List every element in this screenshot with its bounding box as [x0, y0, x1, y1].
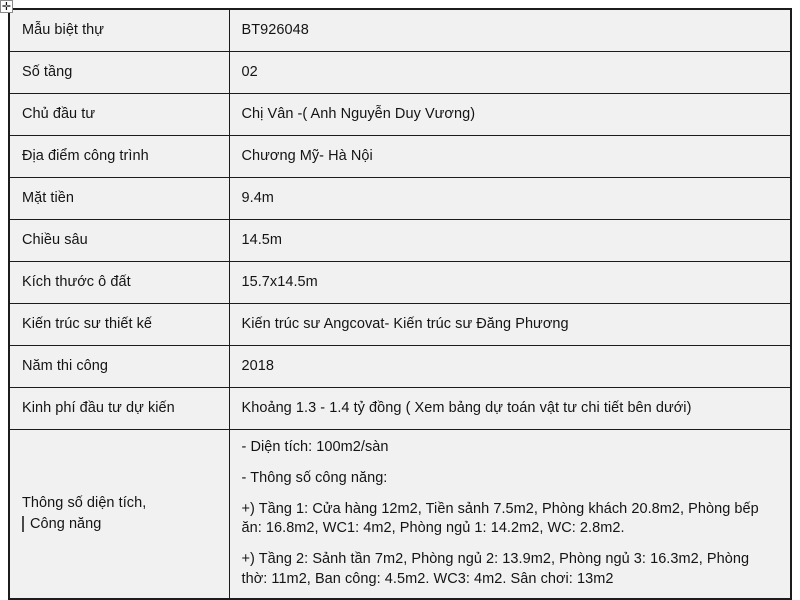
spec-table-container: [8, 8, 790, 594]
row-label-so-tang: Số tầng: [9, 51, 229, 93]
row-value-chieu-sau: 14.5m: [229, 219, 791, 261]
table-row: [9, 345, 791, 387]
table-row: [9, 9, 791, 51]
row-value-so-tang: 02: [229, 51, 791, 93]
table-row: [9, 51, 791, 93]
table-move-handle-icon[interactable]: ✛: [1, 0, 12, 13]
row-label-thong-so-dien-tich-cong-nang: [9, 429, 229, 599]
spec-line-thong-so-cong-nang: - Thông số công năng:: [241, 469, 388, 486]
row-value-kien-truc-su-thiet-ke: Kiến trúc sư Angcovat- Kiến trúc sư Đăng Phương: [229, 303, 791, 345]
table-row: [9, 135, 791, 177]
table-row: [9, 177, 791, 219]
row-value-mau-biet-thu: BT926048: [229, 9, 791, 51]
table-row: [9, 303, 791, 345]
table-row: [9, 93, 791, 135]
table-row: [9, 219, 791, 261]
label-line-thong-so-dien-tich: Thông số diện tích,: [22, 495, 147, 512]
label-line-cong-nang[interactable]: Công năng: [22, 514, 217, 535]
row-label-kinh-phi-dau-tu-du-kien: Kinh phí đầu tư dự kiến: [9, 387, 229, 429]
row-label-chieu-sau: Chiều sâu: [9, 219, 229, 261]
row-value-chu-dau-tu: Chị Vân -( Anh Nguyễn Duy Vương): [229, 93, 791, 135]
row-label-kich-thuoc-o-dat: Kích thước ô đất: [9, 261, 229, 303]
villa-spec-table: [8, 8, 792, 600]
table-row: [9, 387, 791, 429]
table-row: [9, 261, 791, 303]
row-label-mat-tien: Mặt tiền: [9, 177, 229, 219]
row-label-dia-diem-cong-trinh: Địa điểm công trình: [9, 135, 229, 177]
row-label-mau-biet-thu: Mẫu biệt thự: [9, 9, 229, 51]
row-label-nam-thi-cong: Năm thi công: [9, 345, 229, 387]
row-value-thong-so-dien-tich-cong-nang: [229, 429, 791, 599]
row-value-kich-thuoc-o-dat: 15.7x14.5m: [229, 261, 791, 303]
row-value-kinh-phi-dau-tu-du-kien: Khoảng 1.3 - 1.4 tỷ đồng ( Xem bảng dự toán vật tư chi tiết bên dưới): [229, 387, 791, 429]
row-value-mat-tien: 9.4m: [229, 177, 791, 219]
row-label-kien-truc-su-thiet-ke: Kiến trúc sư thiết kế: [9, 303, 229, 345]
row-value-nam-thi-cong: 2018: [229, 345, 791, 387]
spec-line-dien-tich: - Diện tích: 100m2/sàn: [241, 439, 389, 456]
row-value-dia-diem-cong-trinh: Chương Mỹ- Hà Nội: [229, 135, 791, 177]
row-label-chu-dau-tu: Chủ đầu tư: [9, 93, 229, 135]
spec-table-body: [9, 9, 791, 599]
table-row: [9, 429, 791, 599]
spec-line-tang-1: +) Tầng 1: Cửa hàng 12m2, Tiền sảnh 7.5m2, Phòng khách 20.8m2, Phòng bếp ăn: 16.8m2, WC1: 4m2, Phòng ngủ 1: 14.2m2, WC: 2.8m2.: [241, 500, 759, 537]
spec-line-tang-2: +) Tầng 2: Sảnh tần 7m2, Phòng ngủ 2: 13.9m2, Phòng ngủ 3: 16.3m2, Phòng thờ: 11m2, Ban công: 4.5m2. WC3: 4m2. Sân chơi: 13m2: [241, 550, 750, 587]
